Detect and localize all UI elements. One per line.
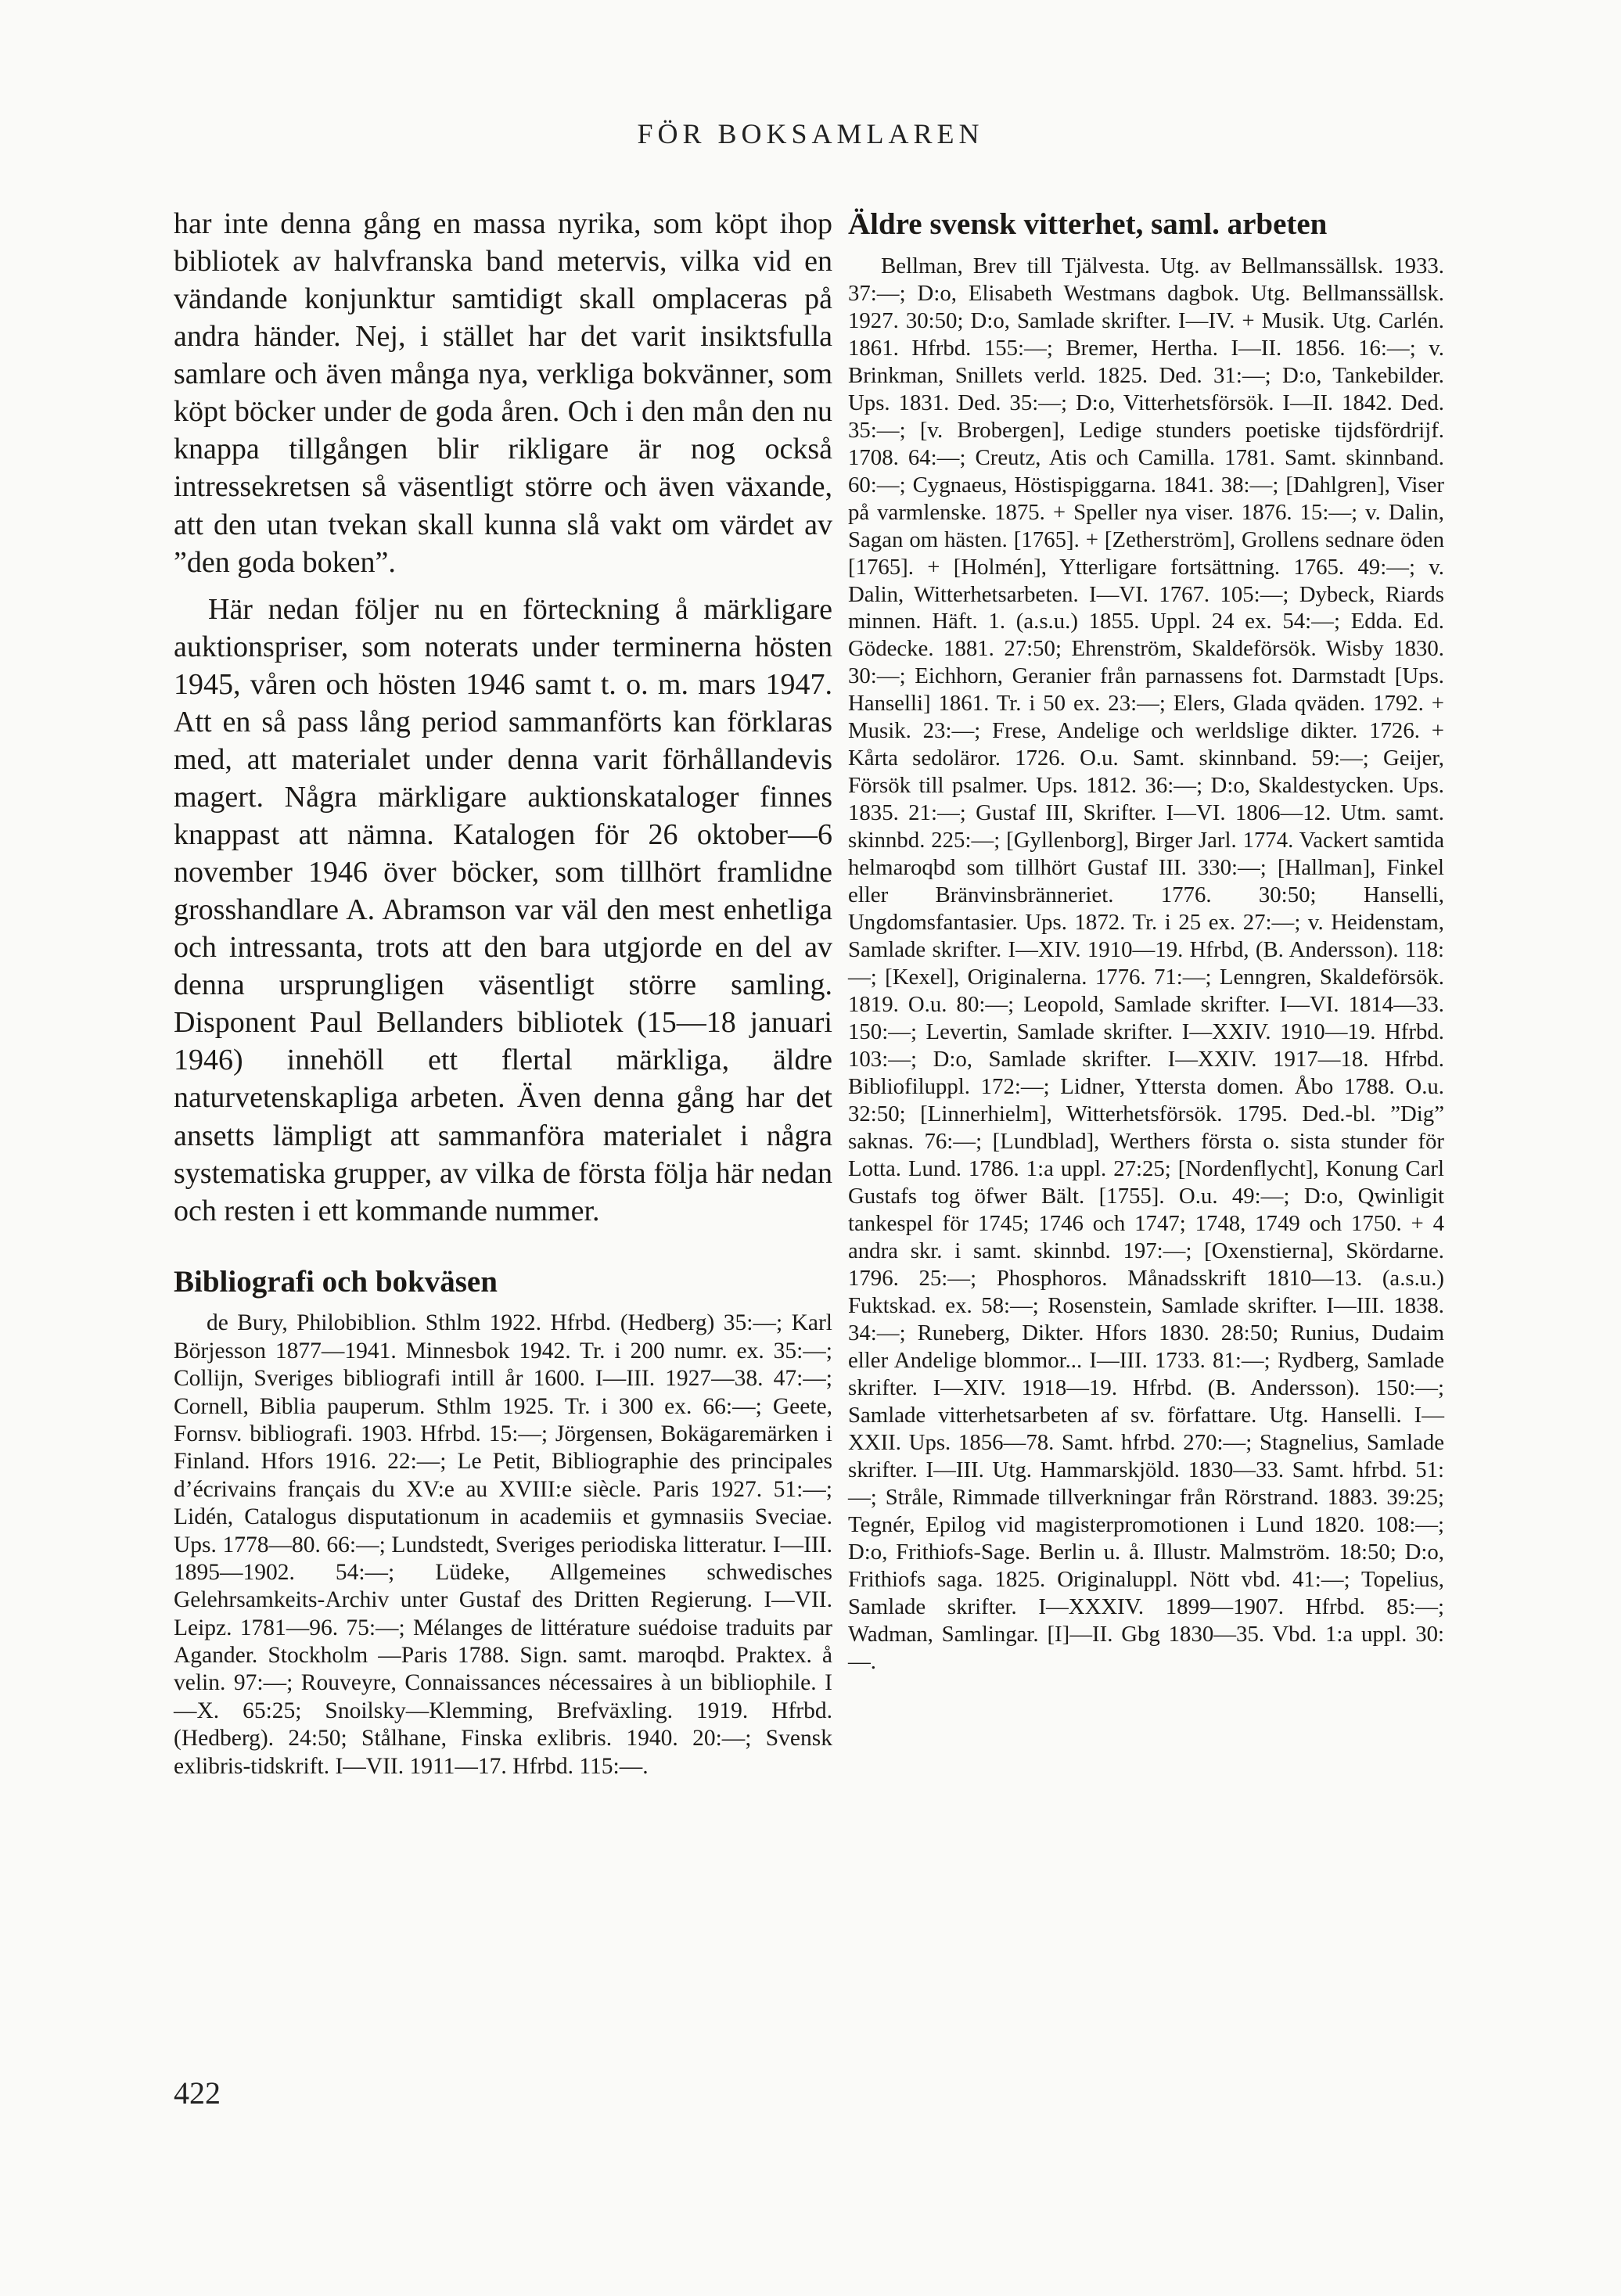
section-title: Bibliografi och bokväsen	[174, 1264, 498, 1299]
body-paragraph: Här nedan följer nu en förteckning å märkligare auktionspriser, som noterats under terminerna hösten 1945, våren och hösten 1946 samt t. o. m. mars 1947. Att en så pass lång period sammanförts kan förklaras med, att materialet under denna varit förhållandevis magert. Några märkligare auktionskataloger finnes knappast att nämna. Katalogen för 26 oktober—6 november 1946 över böcker, som tillhört framlidne grosshandlare A. Abramson var väl den mest enhetliga och intressanta, trots att den bara utgjorde en del av denna ursprungligen väsentligt större samling. Disponent Paul Bellanders bibliotek (15—18 januari 1946) innehöll ett flertal märkliga, äldre naturvetenskapliga arbeten. Även denna gång har det ansetts lämpligt att sammanföra materialet i några systematiska grupper, av vilka de första följa här nedan och resten i ett kommande nummer.	[174, 592, 832, 1227]
running-head: FÖR BOKSAMLAREN	[637, 118, 984, 149]
section-aldre-svensk-vitterhet	[848, 205, 1444, 1676]
section-entries: Bellman, Brev till Tjälvesta. Utg. av Bellmanssällsk. 1933. 37:—; D:o, Elisabeth Westmans dagbok. Utg. Bellmanssällsk. 1927. 30:50; D:o, Samlade skrifter. I—IV. + Musik. Utg. Carlén. 1861. Hfrbd. 155:—; Bremer, Hertha. I—II. 1856. 16:—; v. Brinkman, Snillets verld. 1825. Ded. 31:—; D:o, Tankebilder. Ups. 1831. Ded. 35:—; D:o, Vitterhetsförsök. I—II. 1842. Ded. 35:—; [v. Brobergen], Ledige stunders poetiske tijdsfördrijf. 1708. 64:—; Creutz, Atis och Camilla. 1781. Samt. skinnband. 60:—; Cygnaeus, Höstispiggarna. 1841. 38:—; [Dahlgren], Viser på varmlenske. 1875. + Speller nya viser. 1876. 15:—; v. Dalin, Sagan om hästen. [1765]. + [Zetherström], Grollens sednare öden [1765]. + [Holmén], Ytterligare fortsättning. 1765. 49:—; v. Dalin, Witterhetsarbeten. I—VI. 1767. 105:—; Dybeck, Riards minnen. Häft. 1. (a.s.u.) 1855. Uppl. 24 ex. 54:—; Edda. Ed. Gödecke. 1881. 27:50; Ehrenström, Skaldeförsök. Wisby 1830. 30:—; Eichhorn, Geranier från parnassens fot. Darmstadt [Ups. Hanselli] 1861. Tr. i 50 ex. 23:—; Elers, Glada qväden. 1792. + Musik. 23:—; Frese, Andelige och werldslige dikter. 1726. + Kårta sedoläror. 1726. O.u. Samt. skinnband. 59:—; Geijer, Försök till psalmer. Ups. 1812. 36:—; D:o, Skaldestycken. Ups. 1835. 21:—; Gustaf III, Skrifter. I—VI. 1806—12. Utm. samt. skinnbd. 225:—; [Gyllenborg], Birger Jarl. 1774. Vackert samtida helmaroqbd som tillhört Gustaf III. 330:—; [Hallman], Finkel eller Bränvinsbränneriet. 1776. 30:50; Hanselli, Ungdomsfantasier. Ups. 1872. Tr. i 25 ex. 27:—; v. Heidenstam, Samlade skrifter. I—XIV. 1910—19. Hfrbd, (B. Andersson). 118:—; [Kexel], Originalerna. 1776. 71:—; Lenngren, Skaldeförsök. 1819. O.u. 80:—; Leopold, Samlade skrifter. I—VI. 1814—33. 150:—; Levertin, Samlade skrifter. I—XXIV. 1910—19. Hfrbd. 103:—; D:o, Samlade skrifter. I—XXIV. 1917—18. Hfrbd. Bibliofiluppl. 172:—; Lidner, Yttersta domen. Åbo 1788. O.u. 32:50; [Linnerhielm], Witterhetsförsök. 1795. Ded.-bl. ”Dig” saknas. 76:—; [Lundblad], Werthers första o. sista stunder för Lotta. Lund. 1786. 1:a uppl. 27:25; [Nordenflycht], Konung Carl Gustafs tog öfwer Bält. [1755]. O.u. 49:—; D:o, Qwinligit tankespel för 1745; 1746 och 1747; 1748, 1749 och 1750. + 4 andra skr. i samt. skinnbd. 197:—; [Oxenstierna], Skördarne. 1796. 25:—; Phosphoros. Månadsskrift 1810—13. (a.s.u.) Fuktskad. ex. 58:—; Rosenstein, Samlade skrifter. I—III. 1838. 34:—; Runeberg, Dikter. Hfors 1830. 28:50; Runius, Dudaim eller Andelige blommor... I—III. 1733. 81:—; Rydberg, Samlade skrifter. I—XIV. 1918—19. Hfrbd. (B. Andersson). 150:—; Samlade vitterhetsarbeten af sv. författare. Utg. Hanselli. I—XXII. Ups. 1856—78. Samt. hfrbd. 270:—; Stagnelius, Samlade skrifter. I—III. Utg. Hammarskjöld. 1830—33. Samt. hfrbd. 51:—; Stråle, Rimmade tillverkningar från Rörstrand. 1883. 39:25; Tegnér, Epilog vid magisterpromotionen i Lund 1820. 108:—; D:o, Frithiofs-Sage. Berlin u. å. Illustr. Malmström. 18:50; D:o, Frithiofs saga. 1825. Originaluppl. Nött vbd. 41:—; Topelius, Samlade skrifter. I—XXXIV. 1899—1907. Hfrbd. 85:—; Wadman, Samlingar. [I]—II. Gbg 1830—35. Vbd. 1:a uppl. 30:—.	[848, 253, 1444, 1674]
section-bibliografi	[174, 1263, 832, 1780]
section-title: Äldre svensk vitterhet, saml. arbeten	[848, 207, 1328, 241]
body-paragraph: har inte denna gång en massa nyrika, som köpt ihop bibliotek av halvfranska band metervis, vilka vid en vändande konjunktur samtidigt skall omplaceras på andra händer. Nej, i stället har det varit insiktsfulla samlare och även många nya, verkliga bokvänner, som köpt böcker under de goda åren. Och i den mån den nu knappa tillgången blir rikligare är nog också intressekretsen så väsentligt större och även växande, att den utan tvekan skall kunna slå vakt om värdet av ”den goda boken”.	[174, 207, 832, 579]
left-column	[174, 205, 832, 1780]
right-column	[848, 205, 1444, 1676]
section-entries: de Bury, Philobiblion. Sthlm 1922. Hfrbd. (Hedberg) 35:—; Karl Börjesson 1877—1941. Minnesbok 1942. Tr. i 200 numr. ex. 35:—; Collijn, Sveriges bibliografi intill år 1600. I—III. 1927—38. 47:—; Cornell, Biblia pauperum. Sthlm 1925. Tr. i 300 ex. 66:—; Geete, Fornsv. bibliografi. 1903. Hfrbd. 15:—; Jörgensen, Bokägaremärken i Finland. Hfors 1916. 22:—; Le Petit, Bibliographie des principales d’écrivains français du XV:e au XVIII:e siècle. Paris 1927. 51:—; Lidén, Catalogus disputationum in academiis et gymnasiis Sveciae. Ups. 1778—80. 66:—; Lundstedt, Sveriges periodiska litteratur. I—III. 1895—1902. 54:—; Lüdeke, Allgemeines schwedisches Gelehrsamkeits-Archiv unter Gustaf des Dritten Regierung. I—VII. Leipz. 1781—96. 75:—; Mélanges de littérature suédoise traduits par Agander. Stockholm —Paris 1788. Sign. samt. maroqbd. Praktex. å velin. 97:—; Rouveyre, Connaissances nécessaires à un bibliophile. I—X. 65:25; Snoilsky—Klemming, Brefväxling. 1919. Hfrbd. (Hedberg). 24:50; Stålhane, Finska exlibris. 1940. 20:—; Svensk exlibris-tidskrift. I—VII. 1911—17. Hfrbd. 115:—.	[174, 1310, 832, 1779]
page-number: 422	[174, 2075, 221, 2111]
